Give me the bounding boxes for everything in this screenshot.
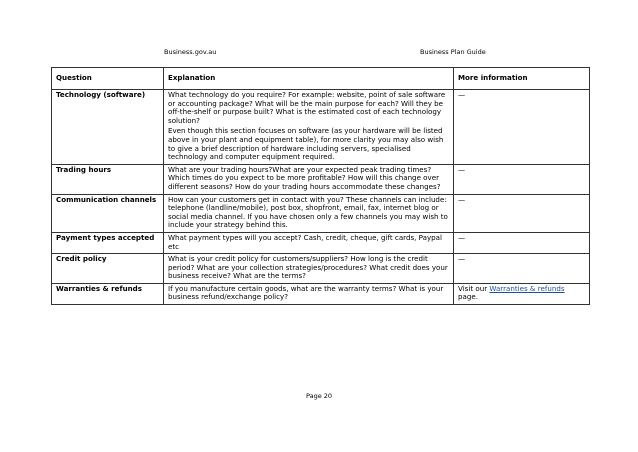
explanation-cell <box>164 90 454 165</box>
table-row <box>52 283 590 304</box>
question-cell: Credit policy <box>52 254 164 284</box>
question-cell: Payment types accepted <box>52 232 164 253</box>
more-info-cell <box>454 283 590 304</box>
warranties-refunds-link[interactable]: Warranties & refunds <box>489 283 565 293</box>
business-plan-table <box>51 67 590 305</box>
table-row <box>52 232 590 253</box>
header-document-title: Business Plan Guide <box>420 48 486 56</box>
more-info-cell: — <box>454 254 590 284</box>
explanation-paragraph: What technology do you require? For example: website, point of sale software or accounting package? What will be the main purpose for each? Will they be off-the-shelf or purpose built? What is the estimated cost of each technology solution? <box>168 90 446 125</box>
explanation-cell: What are your trading hours?What are your expected peak trading times? Which times do you expect to be more profitable? How will this change over different seasons? How do your trading hours accommodate these changes? <box>164 164 454 194</box>
more-info-cell: — <box>454 194 590 232</box>
table-row <box>52 194 590 232</box>
explanation-paragraph: Even though this section focuses on software (as your hardware will be listed above in your plant and equipment table), for more clarity you may also wish to give a brief description of hardware including servers, specialised technology and computer equipment required. <box>168 126 444 162</box>
question-cell: Warranties & refunds <box>52 283 164 304</box>
question-cell: Communication channels <box>52 194 164 232</box>
more-info-suffix: page. <box>458 292 478 302</box>
page-number: Page 20 <box>305 392 333 400</box>
column-header-more-information: More information <box>454 68 590 90</box>
table-row <box>52 164 590 194</box>
column-header-question: Question <box>52 68 164 90</box>
more-info-cell: — <box>454 232 590 253</box>
explanation-cell: If you manufacture certain goods, what are the warranty terms? What is your business refund/exchange policy? <box>164 283 454 304</box>
column-header-explanation: Explanation <box>164 68 454 90</box>
table-row <box>52 254 590 284</box>
more-info-cell: — <box>454 164 590 194</box>
more-info-prefix: Visit our <box>458 283 490 293</box>
table-header-row <box>52 68 590 90</box>
table-row <box>52 90 590 165</box>
question-cell: Technology (software) <box>52 90 164 165</box>
header-site-name: Business.gov.au <box>164 48 217 56</box>
more-info-cell: — <box>454 90 590 165</box>
explanation-cell: What payment types will you accept? Cash, credit, cheque, gift cards, Paypal etc <box>164 232 454 253</box>
explanation-cell: How can your customers get in contact with you? These channels can include: telephone (landline/mobile), post box, shopfront, email, fax, internet blog or social media channel. If you have chosen only a few channels you may wish to include your strategy behind this. <box>164 194 454 232</box>
explanation-cell: What is your credit policy for customers/suppliers? How long is the credit period? What are your collection strategies/procedures? What credit does your business receive? What are the terms? <box>164 254 454 284</box>
question-cell: Trading hours <box>52 164 164 194</box>
